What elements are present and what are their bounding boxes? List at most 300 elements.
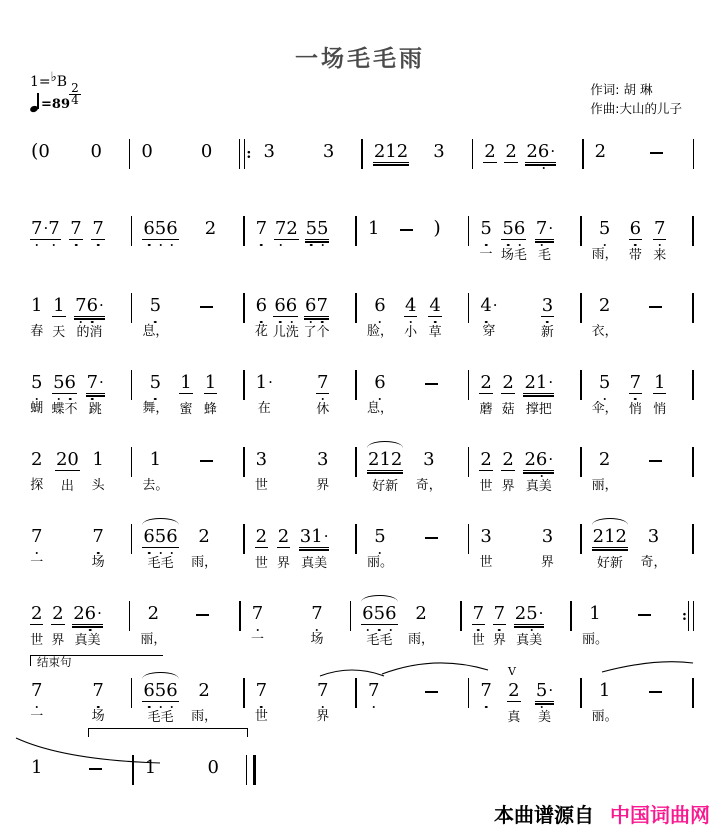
score-line: [28, 215, 694, 292]
augmentation-dot: ·: [548, 450, 554, 468]
measure: [462, 600, 571, 646]
barline: [692, 216, 694, 246]
note-group: [316, 448, 329, 470]
note-group: [196, 294, 217, 316]
measure: [469, 292, 580, 338]
barline: [692, 293, 694, 323]
note-group: [52, 294, 65, 317]
lyric: 丽。: [366, 555, 393, 570]
note-group: [645, 294, 666, 316]
lyric: 奇，: [415, 478, 442, 493]
measure: [469, 215, 580, 261]
note-digit: 2: [198, 526, 210, 547]
note-digit: 5: [502, 218, 514, 239]
lyric: 脸，: [366, 324, 393, 339]
measure: [469, 523, 580, 568]
note-group: [299, 525, 330, 548]
lyric: 毛: [538, 248, 552, 263]
barline: [693, 139, 695, 169]
measure: [357, 446, 468, 492]
lyric: 小: [404, 325, 418, 340]
note-group: [30, 371, 43, 393]
note-digit: 1: [654, 372, 666, 393]
lyric: 毛毛: [147, 556, 174, 571]
note-group: [421, 371, 442, 393]
note-group: [645, 448, 666, 470]
note-group: [647, 525, 660, 547]
note-digit: 2: [508, 680, 520, 701]
note-group: [645, 679, 666, 701]
note-digit: 5: [317, 218, 329, 239]
measure: [132, 677, 243, 723]
note-digit: 2: [373, 141, 386, 162]
lyric: 场: [91, 709, 105, 724]
lyric: 跳: [88, 402, 102, 417]
barline: [692, 524, 694, 554]
rest-note: 0: [38, 141, 50, 162]
lyric: 场: [91, 555, 105, 570]
note-digit: 2: [598, 295, 611, 316]
measure: [28, 292, 131, 338]
lyric: 一: [251, 632, 265, 647]
note-group: [91, 448, 104, 470]
song-title: 一场毛毛雨: [295, 46, 425, 72]
note-group: [316, 371, 329, 394]
note-digit: (: [31, 140, 39, 162]
note-group: [310, 602, 323, 624]
note-digit: 7: [317, 680, 329, 701]
held-note-dash: [649, 460, 662, 462]
note-digit: 5: [154, 218, 167, 239]
measure: [357, 523, 468, 568]
note-digit: 6: [143, 526, 155, 547]
lyric: 雨，: [191, 709, 218, 724]
note-digit: 6: [535, 449, 548, 470]
note-group: [91, 217, 104, 240]
note-group: [204, 371, 217, 394]
note-digit: 2: [390, 449, 403, 470]
lyric: 息，: [366, 401, 393, 416]
lyric: 界: [51, 633, 65, 648]
lyric: 真美: [525, 479, 552, 494]
note-digit: 6: [64, 372, 76, 393]
note-group: [646, 140, 667, 162]
note-group: [483, 140, 496, 163]
held-note-dash: [196, 614, 209, 616]
note-digit: ): [433, 217, 441, 239]
note-group: [255, 679, 268, 701]
lyric: 世: [254, 709, 268, 724]
measure: [351, 600, 460, 646]
note-digit: 2: [198, 680, 210, 701]
measure: [572, 600, 681, 645]
note-group: [629, 217, 642, 240]
note-group: [74, 294, 105, 317]
note-digit: 2: [255, 526, 268, 547]
note-digit: 7: [70, 218, 82, 239]
augmentation-dot: ·: [323, 527, 329, 545]
measure: [245, 215, 356, 261]
measure: [241, 600, 350, 645]
note-group: [255, 294, 268, 316]
note-group: [367, 217, 380, 239]
note-digit: 6: [143, 218, 155, 239]
note-digit: 1: [204, 372, 217, 393]
lyric: 场: [310, 632, 324, 647]
note-group: [142, 217, 178, 240]
lyric: 真: [507, 710, 521, 725]
note-digit: 6: [285, 295, 298, 316]
lyric: 花: [254, 324, 268, 339]
note-digit: 3: [317, 449, 329, 470]
note-digit: 7: [31, 526, 43, 547]
measure: [28, 677, 131, 722]
note-group: [72, 602, 103, 625]
note-digit: 2: [73, 603, 85, 624]
lyric: 丽。: [591, 709, 618, 724]
note-digit: 2: [31, 603, 43, 624]
note-digit: 6: [362, 603, 374, 624]
measure: [582, 369, 693, 415]
note-group: [30, 217, 61, 240]
lyric: 来: [653, 248, 667, 263]
lyric: 世: [254, 556, 268, 571]
note-digit: 7: [255, 218, 268, 239]
augmentation-dot: ·: [548, 681, 554, 699]
lyric: 世: [30, 633, 44, 648]
note-group: [535, 217, 554, 240]
note-group: [304, 294, 329, 317]
note-digit: 2: [396, 141, 409, 162]
note-group: [262, 140, 275, 162]
note-group: [479, 525, 492, 547]
note-group: [149, 371, 162, 393]
note-digit: 7: [654, 218, 666, 239]
note-digit: 3: [322, 141, 335, 162]
measure: [132, 292, 243, 337]
note-digit: 7: [48, 218, 60, 239]
note-digit: 5: [480, 218, 492, 239]
note-group: [255, 371, 274, 393]
note-digit: 2: [502, 449, 514, 470]
note-group: [523, 371, 554, 394]
time-signature: [69, 83, 81, 106]
note-group: [367, 448, 403, 471]
note-digit: 6: [86, 295, 99, 316]
held-note-dash: [89, 768, 102, 770]
augmentation-dot: ·: [538, 604, 544, 622]
note-digit: 7: [472, 603, 485, 624]
note-digit: 7: [92, 218, 104, 239]
note-digit: 2: [505, 141, 517, 162]
lyric: 雨，: [591, 247, 618, 262]
note-group: [255, 448, 268, 470]
note-group: [479, 679, 492, 701]
measure: [357, 215, 468, 260]
note-group: [277, 525, 290, 548]
note-digit: 6: [537, 141, 550, 162]
note-group: [305, 217, 330, 240]
lyric: 丽，: [140, 632, 167, 647]
note-digit: 4: [480, 295, 492, 316]
lyric: 舞，: [142, 401, 169, 416]
note-digit: 7: [31, 218, 43, 239]
lyric: 丽，: [591, 478, 618, 493]
footer-site-link[interactable]: 中国词曲网: [610, 803, 710, 827]
note-group: [274, 217, 299, 240]
score-line: [28, 138, 694, 215]
note-digit: 2: [52, 603, 64, 624]
note-digit: 1: [144, 757, 157, 778]
held-note-dash: [200, 460, 213, 462]
note-group: [255, 217, 268, 239]
note-digit: 3: [263, 141, 275, 162]
measure: [473, 138, 582, 184]
note-group: [594, 140, 607, 162]
quarter-note-icon: [30, 94, 39, 112]
note-digit: 3: [541, 526, 554, 547]
note-digit: 3: [541, 295, 554, 316]
note-digit: 5: [526, 603, 538, 624]
measure: [132, 523, 243, 569]
breath-mark: V: [508, 665, 516, 678]
note-digit: 2: [55, 449, 68, 470]
note-group: [30, 525, 43, 547]
held-note-dash: [650, 152, 663, 154]
note-digit: 7: [92, 526, 104, 547]
score-line: [28, 523, 694, 600]
note-digit: 7: [251, 603, 264, 624]
meter-numerator: 2: [71, 81, 79, 95]
note-digit: 7: [493, 603, 506, 624]
note-digit: 2: [526, 141, 538, 162]
note-group: [30, 294, 43, 316]
held-note-dash: [425, 537, 438, 539]
lyric: 衣，: [591, 324, 618, 339]
note-digit: 5: [154, 680, 167, 701]
slur-arc: [380, 654, 490, 676]
note-group: [598, 294, 611, 316]
augmentation-dot: ·: [268, 373, 273, 391]
lyric: 世: [471, 633, 485, 648]
measure: [132, 369, 243, 415]
note-group: [192, 602, 213, 624]
note-group: [653, 217, 666, 240]
note-group: [373, 294, 386, 316]
note-group: [30, 448, 43, 470]
lyric: 毛毛: [147, 710, 174, 725]
held-note-dash: [649, 691, 662, 693]
note-digit: 6: [629, 218, 642, 239]
tie-arc: [600, 658, 695, 674]
note-digit: 1: [31, 757, 43, 778]
note-group: [373, 371, 386, 393]
lyric: 带: [628, 248, 642, 263]
note-group: [598, 679, 611, 701]
measure: [28, 600, 129, 646]
note-group: [592, 525, 628, 548]
note-digit: 7: [274, 218, 287, 239]
footer: [494, 799, 710, 828]
note-group: [197, 525, 210, 547]
note-digit: 2: [277, 526, 290, 547]
note-group: [51, 602, 64, 625]
note-digit: 6: [255, 295, 268, 316]
note-digit: 2: [598, 449, 611, 470]
lyric: 儿洗: [272, 325, 299, 340]
measure: [582, 292, 693, 337]
note-digit: 2: [502, 372, 514, 393]
note-digit: 3: [647, 526, 660, 547]
note-digit: 1: [589, 603, 601, 624]
held-note-dash: [400, 229, 413, 231]
measure: [357, 677, 468, 722]
lyricist-credit: 作词: 胡 琳: [590, 82, 653, 97]
lyric: 了个: [303, 325, 330, 340]
note-digit: 7: [255, 680, 268, 701]
note-group: [598, 448, 611, 470]
tie-arc: [14, 736, 164, 766]
note-digit: 6: [166, 680, 178, 701]
note-group: [501, 448, 514, 471]
augmentation-dot: ·: [548, 219, 554, 237]
augmentation-dot: ·: [97, 604, 102, 622]
lyric: 雨，: [408, 632, 435, 647]
note-digit: 1: [535, 372, 548, 393]
lyric: 美: [538, 710, 552, 725]
measure: [132, 446, 243, 491]
measure: [245, 446, 356, 491]
note-group: [421, 679, 442, 701]
note-digit: 3: [433, 141, 445, 162]
note-group: [179, 371, 192, 394]
note-group: [322, 140, 335, 162]
lyric: 场毛: [500, 248, 527, 263]
key-letter: B: [56, 74, 68, 90]
measure: [582, 446, 693, 491]
lyric: 世: [479, 479, 493, 494]
note-group: [251, 602, 264, 624]
note-digit: 7: [317, 372, 329, 393]
measure: [132, 215, 243, 261]
measure: [469, 369, 580, 415]
note-group: [501, 371, 514, 394]
note-digit: 5: [598, 372, 611, 393]
note-digit: 7: [629, 372, 642, 393]
note-digit: 1: [180, 372, 192, 393]
note-digit: 1: [379, 449, 391, 470]
lyric: 一: [30, 709, 44, 724]
note-digit: 6: [305, 295, 317, 316]
note-digit: 7: [31, 680, 43, 701]
note-group: [89, 140, 102, 162]
note-digit: 7: [92, 680, 104, 701]
lyric: 真美: [74, 633, 101, 648]
note-digit: 7: [535, 218, 548, 239]
note-group: [197, 679, 210, 701]
note-digit: 5: [374, 526, 386, 547]
lyric: 界: [316, 478, 330, 493]
note-group: [432, 140, 445, 162]
lyric: 界: [501, 479, 515, 494]
note-digit: 6: [84, 603, 97, 624]
note-digit: 7: [480, 680, 492, 701]
augmentation-dot: ·: [548, 373, 554, 391]
lyric: 蝶不: [51, 402, 78, 417]
note-digit: 1: [255, 372, 268, 393]
note-digit: 6: [374, 372, 386, 393]
note-digit: 1: [385, 141, 397, 162]
measure: [130, 138, 239, 183]
note-digit: 2: [367, 449, 380, 470]
note-digit: 3: [255, 449, 268, 470]
note-group: [514, 602, 545, 625]
measure: [582, 523, 693, 569]
barline: :: [681, 601, 694, 631]
note-digit: 1: [53, 295, 65, 316]
note-group: [196, 448, 217, 470]
note-group: [204, 217, 217, 239]
held-note-dash: [200, 306, 213, 308]
lyric: 穿: [482, 324, 496, 339]
note-group: [629, 371, 642, 394]
lyric: 蜜: [179, 402, 193, 417]
score-line: [28, 292, 694, 369]
note-digit: 1: [311, 526, 323, 547]
note-group: [86, 371, 105, 394]
lyric: 春: [30, 324, 44, 339]
slur-arc: [318, 664, 386, 678]
note-digit: 2: [147, 603, 160, 624]
note-group: [479, 294, 498, 316]
rest-note: 0: [200, 141, 213, 162]
note-group: [91, 679, 104, 701]
measure: [245, 369, 356, 415]
lyric: 一: [479, 247, 493, 262]
note-digit: 5: [305, 218, 318, 239]
lyric: 在: [257, 401, 271, 416]
note-digit: 3: [299, 526, 312, 547]
note-digit: 6: [166, 526, 178, 547]
note-group: [535, 679, 554, 702]
lyric: 世: [254, 478, 268, 493]
rest-note: 0: [141, 141, 153, 162]
footer-source-text: 本曲谱源自: [494, 803, 594, 827]
note-group: [30, 140, 51, 162]
augmentation-dot: ·: [550, 142, 556, 160]
lyric: 一: [30, 555, 44, 570]
augmentation-dot: ·: [99, 296, 104, 314]
rest-note: 0: [90, 141, 102, 162]
note-digit: 2: [524, 372, 536, 393]
lyric: 出: [60, 479, 74, 494]
note-group: [149, 448, 162, 470]
barline: [246, 755, 256, 785]
lyric: 新: [540, 325, 554, 340]
note-group: [653, 371, 666, 394]
note-digit: 5: [149, 295, 162, 316]
lyric: 蜂: [203, 402, 217, 417]
note-group: [501, 217, 526, 240]
barline: [692, 678, 694, 708]
note-group: [367, 679, 380, 701]
note-digit: 1: [367, 218, 380, 239]
lyric: 界: [316, 709, 330, 724]
note-group: [207, 756, 220, 778]
note-group: [52, 371, 77, 394]
measure: [252, 138, 361, 183]
note-digit: 5: [149, 372, 162, 393]
